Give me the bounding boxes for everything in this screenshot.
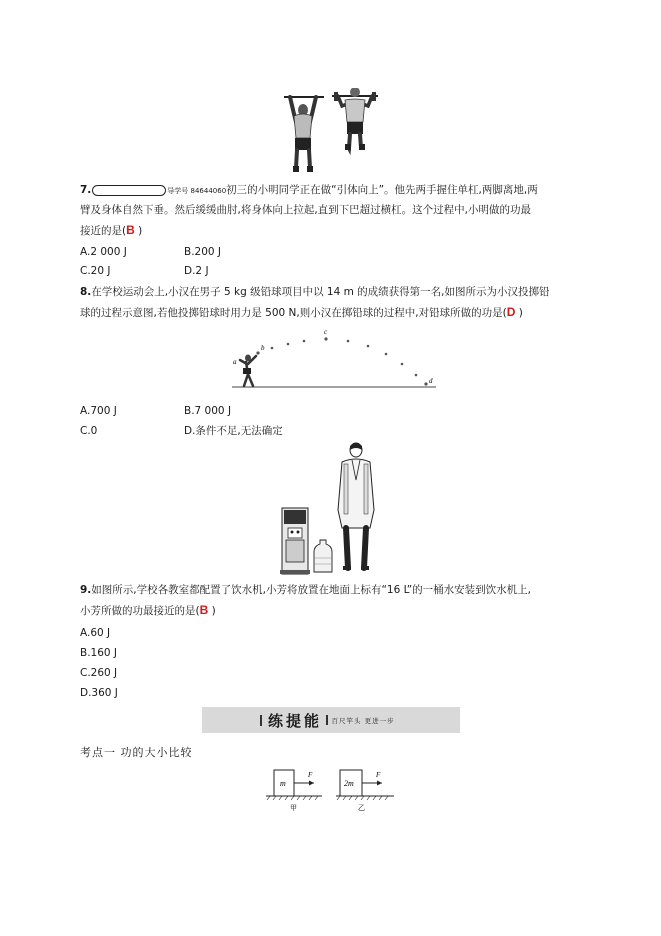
banner-bar-left (260, 715, 262, 726)
label-c: c (324, 328, 328, 336)
q9-option-d: D.360 J (80, 687, 118, 699)
section-banner (202, 707, 460, 733)
q7-code: 导学号 84644060 (167, 187, 227, 195)
q7-close-paren: ) (134, 225, 143, 237)
q9-number: 9. (80, 584, 92, 596)
section-heading: 考点一 功的大小比较 (80, 746, 193, 759)
left-caption: 甲 (290, 804, 297, 812)
q8-close-paren: ) (515, 307, 523, 319)
q8-line2 (80, 304, 523, 321)
left-force-label: F (308, 771, 313, 779)
q7-line1 (80, 182, 538, 199)
q8-text-2: 球的过程示意图,若他投掷铅球时用力是 500 N,则小汉在掷铅球的过程中,对铅球所做的功是( (80, 307, 507, 319)
banner-bar-right (326, 715, 328, 725)
q9-line1 (80, 582, 531, 598)
label-d: d (429, 377, 433, 385)
q7-option-d: D.2 J (184, 265, 209, 277)
q8-option-c: C.0 (80, 425, 98, 437)
blocks-figure (262, 764, 402, 814)
q7-blank-pill (92, 185, 166, 196)
q8-number: 8. (80, 286, 92, 298)
q7-answer: B (126, 223, 135, 237)
q7-option-c: C.20 J (80, 265, 111, 277)
banner-title: 练提能 (268, 711, 323, 730)
q8-line1 (80, 284, 550, 300)
left-mass-label: m (280, 779, 286, 788)
banner-subtitle: 百尺竿头 更进一步 (331, 716, 395, 725)
q9-text-2: 小芳所做的功最接近的是( (80, 605, 200, 617)
shotput-figure (228, 326, 440, 394)
q8-answer: D (506, 305, 516, 319)
q9-line2 (80, 602, 216, 619)
q7-option-a: A.2 000 J (80, 246, 127, 258)
q7-text-3: 接近的是( (80, 225, 127, 237)
q8-option-a: A.700 J (80, 405, 117, 417)
q8-option-d: D.条件不足,无法确定 (184, 425, 283, 437)
q7-text-2: 臂及身体自然下垂。然后缓缓曲肘,将身体向上拉起,直到下巴超过横杠。这个过程中,小明做的功最 (80, 204, 532, 216)
label-b: b (261, 344, 265, 352)
q9-close-paren: ) (208, 605, 216, 617)
right-force-label: F (376, 771, 381, 779)
label-a: a (233, 358, 237, 366)
q9-answer: B (199, 603, 209, 617)
q9-option-b: B.160 J (80, 647, 118, 659)
q9-option-a: A.60 J (80, 627, 111, 639)
q7-option-b: B.200 J (184, 246, 222, 258)
q7-number: 7. (80, 184, 92, 196)
right-caption: 乙 (358, 804, 365, 812)
q8-text-1: 在学校运动会上,小汉在男子 5 kg 级铅球项目中以 14 m 的成绩获得第一名,如图所示为小汉投掷铅 (91, 286, 550, 298)
pullup-figure (282, 88, 382, 178)
water-dispenser-figure (276, 440, 386, 576)
right-mass-label: 2m (344, 779, 354, 788)
q9-text-1: 如图所示,学校各教室都配置了饮水机,小芳将放置在地面上标有“16 L”的一桶水安装到饮水机上, (91, 584, 531, 596)
q8-option-b: B.7 000 J (184, 405, 232, 417)
q9-option-c: C.260 J (80, 667, 118, 679)
q7-line3 (80, 222, 142, 239)
q7-text-1: 初三的小明同学正在做“引体向上”。他先两手握住单杠,两脚离地,两 (226, 184, 538, 196)
